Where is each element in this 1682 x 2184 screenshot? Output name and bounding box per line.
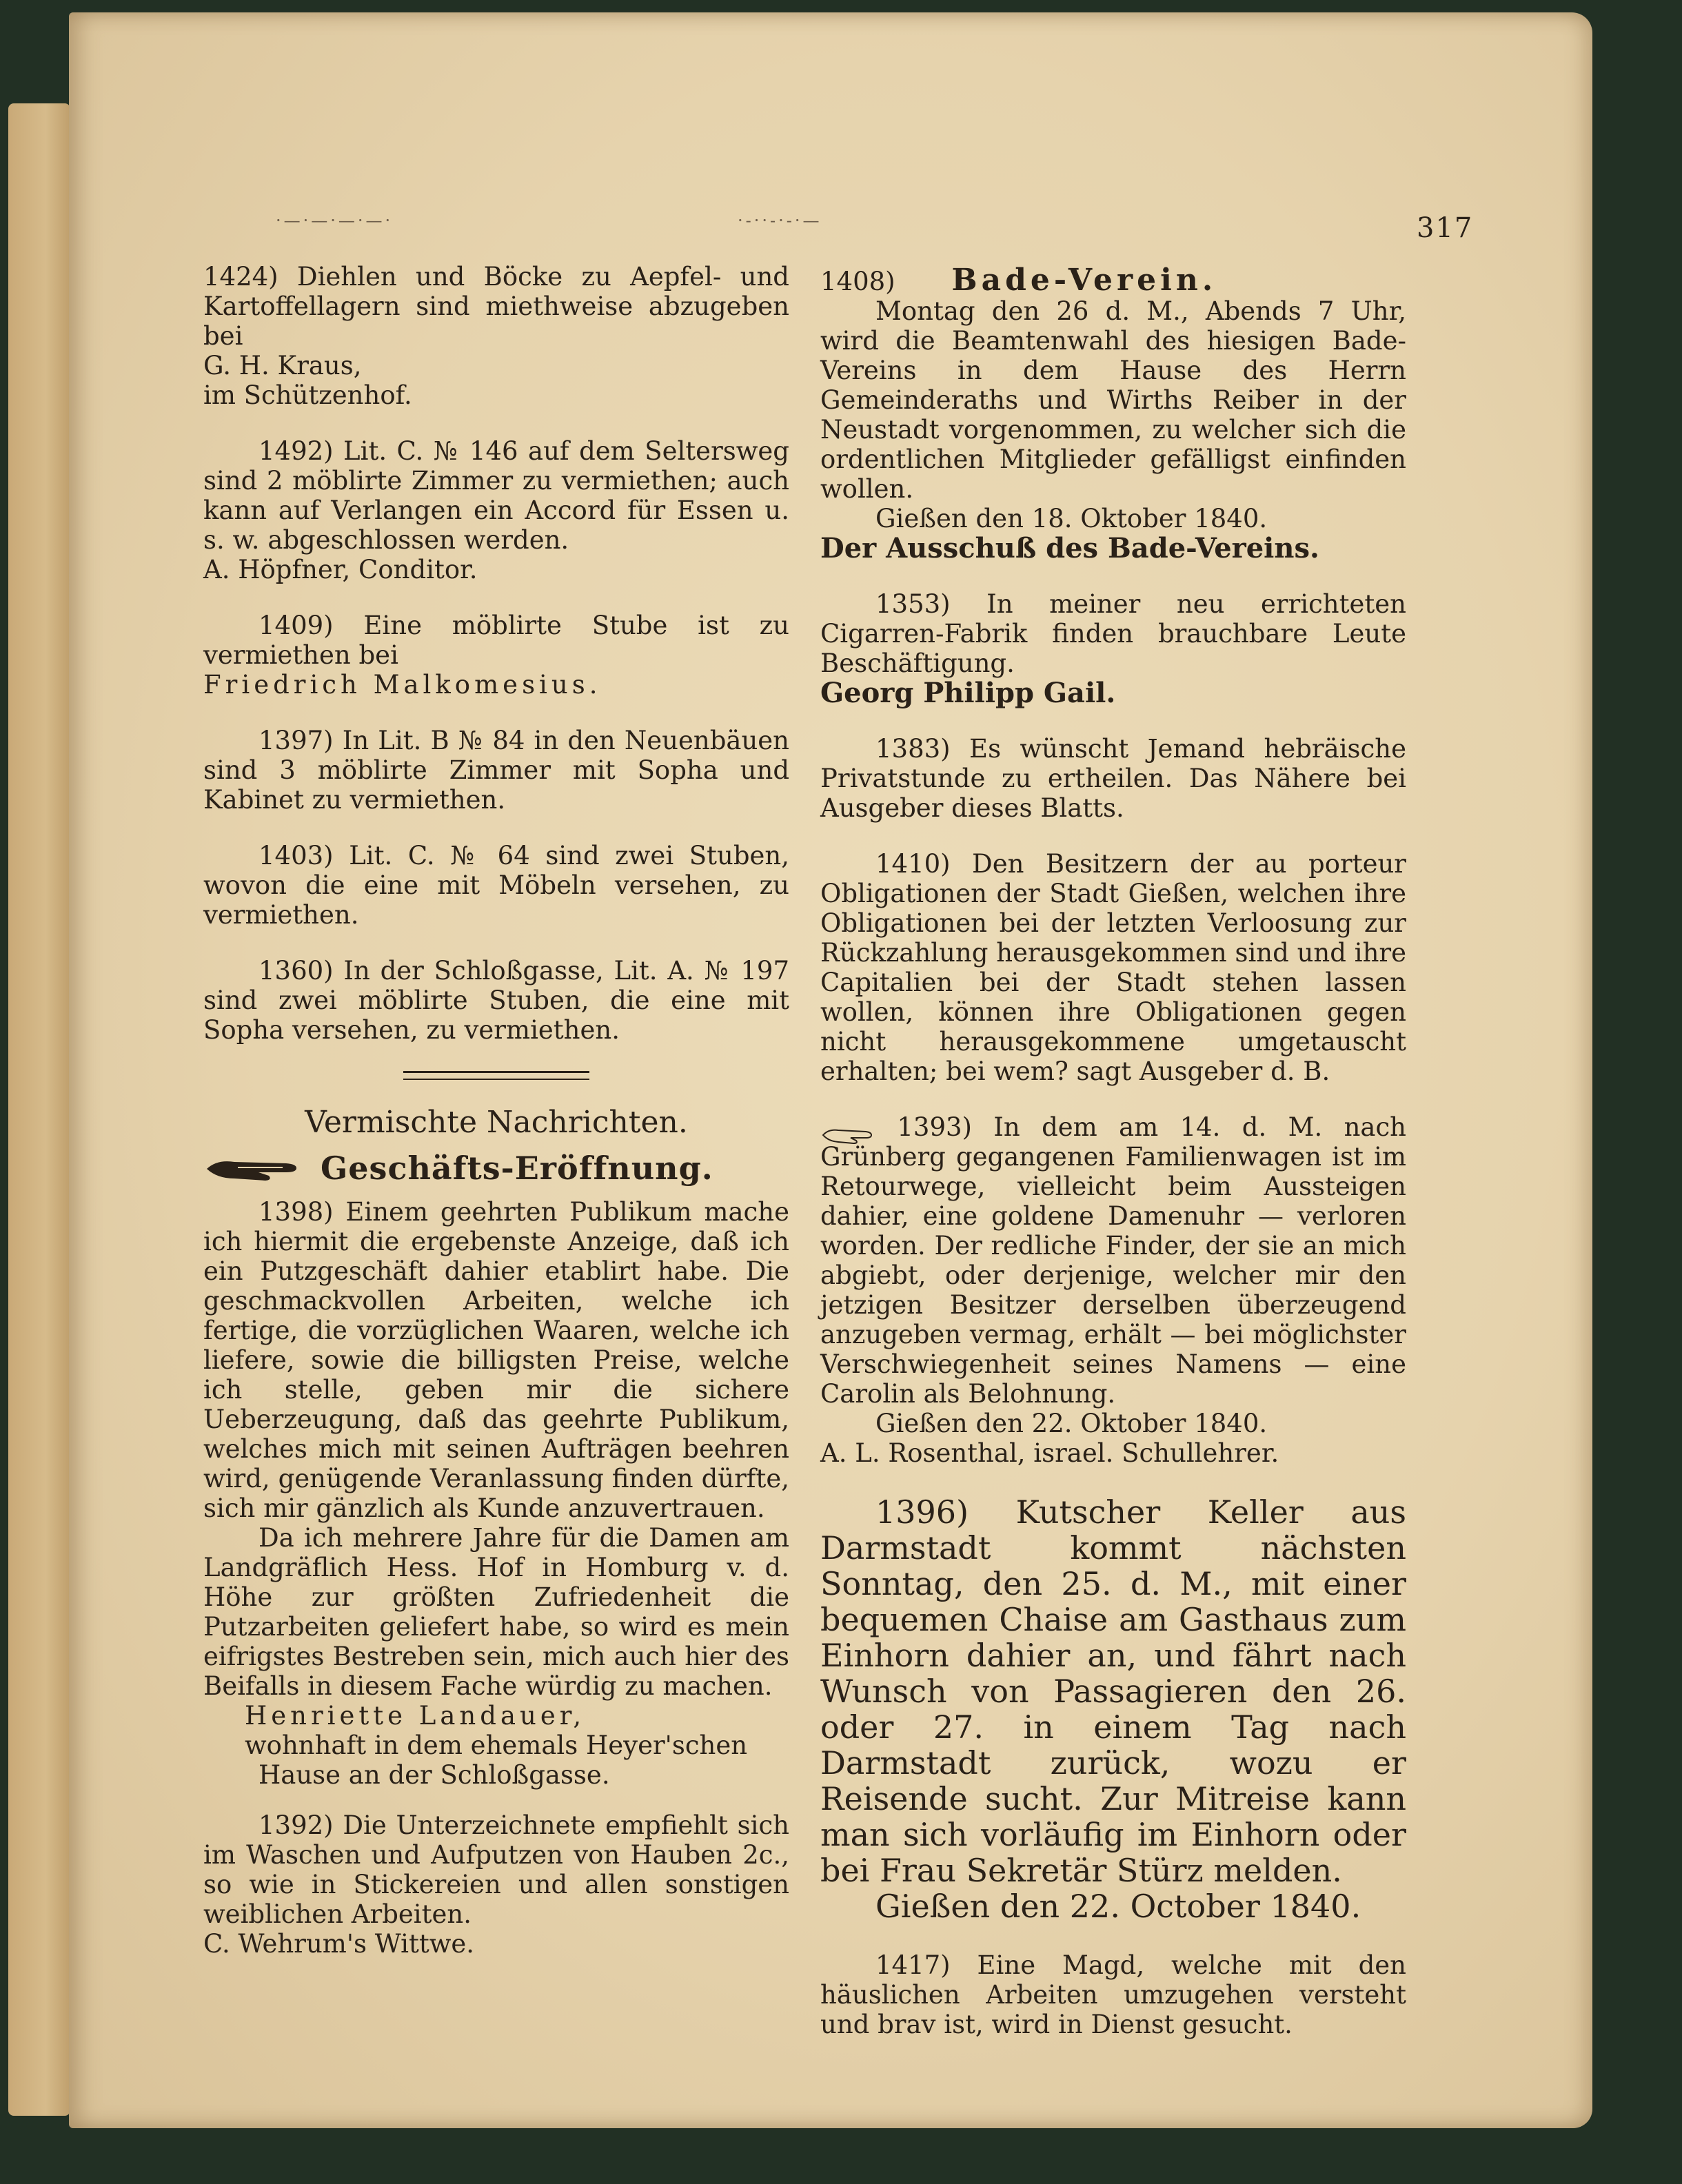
right-column [820,265,1406,2065]
ad-1409 [203,611,789,700]
ad-1403-text: 1403) Lit. C. № 64 sind zwei Stuben, wovon die eine mit Möbeln versehen, zu vermiethen. [203,841,789,930]
print-marks-left: ·—·—·—·—· [276,211,394,230]
ad-1492-text: 1492) Lit. C. № 146 auf dem Seltersweg sind 2 möblirte Zimmer zu vermiethen; auch kann auf Verlangen ein Accord für Essen u. s. w. abgeschlossen werden. [203,436,789,555]
ad-1353 [820,589,1406,708]
ad-1424 [203,262,789,410]
ad-1408-text: Montag den 26 d. M., Abends 7 Uhr, wird die Beamtenwahl des hiesigen Bade-Vereins in dem Hause des Herrn Gemeinderaths und Wirths Reiber in der Neustadt vorgenommen, zu welcher sich die ordentlichen Mitglieder gefälligst einfinden wollen. [820,296,1406,504]
ad-1393-signature: A. L. Rosenthal, israel. Schullehrer. [820,1438,1279,1468]
ad-1408 [820,265,1406,563]
print-marks-right: ·-··-·-·— [738,211,822,230]
ad-1397-text: 1397) In Lit. B № 84 in den Neuenbäuen sind 3 möblirte Zimmer mit Sopha und Kabinet zu vermiethen. [203,726,789,815]
ad-1392-text: 1392) Die Unterzeichnete empfiehlt sich im Waschen und Aufputzen von Hauben 2c., so wie in Stickereien und allen sonstigen weiblichen Arbeiten. [203,1810,789,1929]
ad-1417-text: 1417) Eine Magd, welche mit den häuslichen Arbeiten umzugehen versteht und brav ist, wird in Dienst gesucht. [820,1950,1406,2039]
ad-1360 [203,956,789,1045]
previous-page-edge [8,103,70,2116]
ad-1353-signature: Georg Philipp Gail. [820,677,1116,709]
ad-1393-date: Gießen den 22. Oktober 1840. [875,1409,1268,1438]
ad-1398 [203,1197,789,1790]
section-title: Vermischte Nachrichten. [305,1105,688,1140]
ad-1398-paragraph-2: Da ich mehrere Jahre für die Damen am Landgräflich Hess. Hof in Homburg v. d. Höhe zur größten Zufriedenheit die Putzarbeiten geliefert habe, so wird es mein eifrigstes Bestreben sein, mich auch hier des Beifalls in diesem Fache würdig zu machen. [203,1523,789,1701]
ad-1424-location: im Schützenhof. [203,380,412,410]
pointing-hand-icon [203,1155,307,1183]
ad-1393-text-row [820,1112,1406,1409]
ad-1408-date: Gießen den 18. Oktober 1840. [875,504,1268,533]
ad-1396-text: 1396) Kutscher Keller aus Darmstadt kommt nächsten Sonntag, den 25. d. M., mit einer bequemen Chaise am Gasthaus zum Einhorn dahier an, und fährt nach Wunsch von Passagieren den 26. oder 27. in einem Tag nach Darmstadt zurück, wozu er Reisende sucht. Zur Mitreise kann man sich vorläufig im Einhorn oder bei Frau Sekretär Stürz melden. [820,1493,1406,1889]
ad-1398-address-1: wohnhaft in dem ehemals Heyer'schen [245,1731,748,1760]
ad-1410 [820,849,1406,1086]
ad-1408-number: 1408) [820,267,895,296]
ad-1397 [203,726,789,815]
ad-1424-signature: G. H. Kraus, [203,351,362,380]
ad-1492 [203,436,789,584]
ad-1408-heading: Bade-Verein. [951,263,1217,298]
ad-1383 [820,734,1406,823]
ad-1396-date: Gießen den 22. October 1840. [875,1888,1361,1925]
ad-1392 [203,1810,789,1959]
ad-1392-signature: C. Wehrum's Wittwe. [203,1929,475,1959]
ad-1424-text: 1424) Diehlen und Böcke zu Aepfel- und Kartoffellagern sind miethweise abzugeben bei [203,262,789,351]
section-divider [403,1071,589,1080]
ad-1398-signature: Henriette Landauer, [245,1701,586,1731]
ad-1360-text: 1360) In der Schloßgasse, Lit. A. № 197 sind zwei möblirte Stuben, die eine mit Sopha versehen, zu vermiethen. [203,956,789,1045]
ad-1408-header [820,265,1406,296]
ad-1408-signature: Der Ausschuß des Bade-Vereins. [820,532,1319,564]
ad-1409-signature: Friedrich Malkomesius. [203,670,602,700]
ad-1396 [820,1494,1406,1924]
left-column [203,262,789,1985]
business-heading: Geschäfts-Eröffnung. [321,1150,713,1187]
ad-1398-address-2: Hause an der Schloßgasse. [259,1760,610,1790]
page-number: 317 [1417,212,1474,244]
business-heading-row [203,1150,789,1187]
ad-1417 [820,1950,1406,2039]
ad-1393 [820,1112,1406,1468]
pointing-hand-icon [820,1121,875,1139]
ad-1410-text: 1410) Den Besitzern der au porteur Obligationen der Stadt Gießen, welchen ihre Obligationen bei der letzten Verloosung zur Rückzahlung herausgekommen sind und ihre Capitalien bei der Stadt stehen lassen wollen, können ihre Obligationen gegen nicht herausgekommene umgetauscht erhalten; bei wem? sagt Ausgeber d. B. [820,849,1406,1086]
ad-1353-text: 1353) In meiner neu errichteten Cigarren-Fabrik finden brauchbare Leute Beschäftigung. [820,589,1406,678]
ad-1403 [203,841,789,930]
ad-1409-text: 1409) Eine möblirte Stube ist zu vermiethen bei [203,611,789,670]
ad-1398-paragraph-1: 1398) Einem geehrten Publikum mache ich hiermit die ergebenste Anzeige, daß ich ein Putzgeschäft dahier etablirt habe. Die geschmackvollen Arbeiten, welche ich fertige, die vorzüglichen Waaren, welche ich liefere, sowie die billigsten Preise, welche ich stelle, geben mir die sichere Ueberzeugung, daß das geehrte Publikum, welches mich mit seinen Aufträgen beehren wird, genügende Veranlassung finden dürfte, sich mir gänzlich als Kunde anzuvertrauen. [203,1197,789,1523]
ad-1492-signature: A. Höpfner, Conditor. [203,555,478,584]
ad-1383-text: 1383) Es wünscht Jemand hebräische Privatstunde zu ertheilen. Das Nähere bei Ausgeber dieses Blatts. [820,734,1406,823]
ad-1393-text: 1393) In dem am 14. d. M. nach Grünberg gegangenen Familienwagen ist im Retourwege, vielleicht beim Aussteigen dahier, eine goldene Damenuhr — verloren worden. Der redliche Finder, der sie an mich abgiebt, oder derjenige, welcher mir den jetzigen Besitzer derselben überzeugend anzugeben vermag, erhält — bei möglichster Verschwiegenheit seines Namens — eine Carolin als Belohnung. [820,1112,1407,1409]
